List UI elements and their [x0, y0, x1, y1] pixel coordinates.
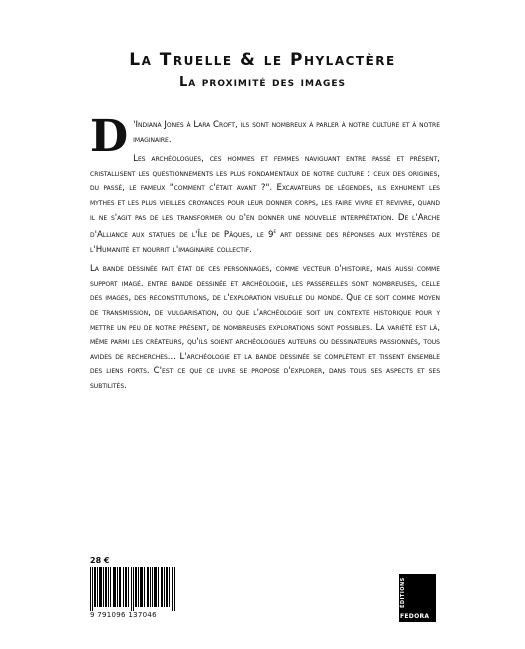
barcode-image	[90, 567, 176, 611]
price-label: 28 €	[90, 556, 110, 565]
back-cover-text	[90, 111, 441, 399]
publisher-name: FEDORA	[400, 613, 430, 620]
paragraph-3: La bande dessinée fait état de ces personnages, comme vecteur d'histoire, mais aussi comme support imagé. entre bande dessinée et archéologie, les passerelles sont nombreuses, celle des images, des reconstitutions, de l'exploration visuelle du monde. Que ce soit comme moyen de transmission, de vulgarisation, ou que l'archéologie soit un contexte historique pour y mettre un peu de notre présent, de nombreuses explorations sont possibles. La variété est là, même parmi les créateurs, qu'ils soient archéologues auteurs ou dessinateurs passionnés, tous avides de recherches... L'archéologie et la bande dessinée se complètent et tissent ensemble des liens forts. C'est ce que ce livre se propose d'explorer, dans tous ses aspects et ses subtilités.	[90, 264, 440, 391]
publisher-vertical-text: ÉDITIONS	[400, 577, 406, 609]
paragraph-2	[90, 152, 440, 257]
paragraph-2-text-a: Les archéologues, ces hommes et femmes naviguant entre passé et présent, cristallisent les questionnements les plus fondamentaux de notre culture : ceux des origines, du passé, le fameux "comment c'était avant ?". Excavateurs de légendes, ils exhument les mythes et les plus vieilles croyances pour leur donner corps, les faire vivre et revivre, quand il ne s'agit pas de les transformer ou d'en donner une nouvelle interprétation. De l'Arche d'Alliance aux statues de l'Île de Pâques, le 9	[90, 154, 440, 241]
paragraph-2-text-b: art dessine des réponses aux mystères de l'Humanité et nourrit l'imaginaire collectif.	[90, 230, 441, 255]
book-title: La Truelle & le Phylactère	[129, 50, 396, 70]
ordinal-superscript: e	[273, 228, 277, 236]
book-subtitle: La proximité des images	[179, 75, 346, 90]
paragraph-1	[90, 111, 440, 162]
drop-cap: D	[90, 111, 129, 162]
paragraph-1-text: 'Indiana Jones à Lara Croft, ils sont nombreux à parler à notre culture et à notre imaginaire.	[133, 120, 440, 145]
isbn-digits: 9 791096 137046	[90, 611, 157, 619]
publisher-logo	[399, 574, 436, 622]
